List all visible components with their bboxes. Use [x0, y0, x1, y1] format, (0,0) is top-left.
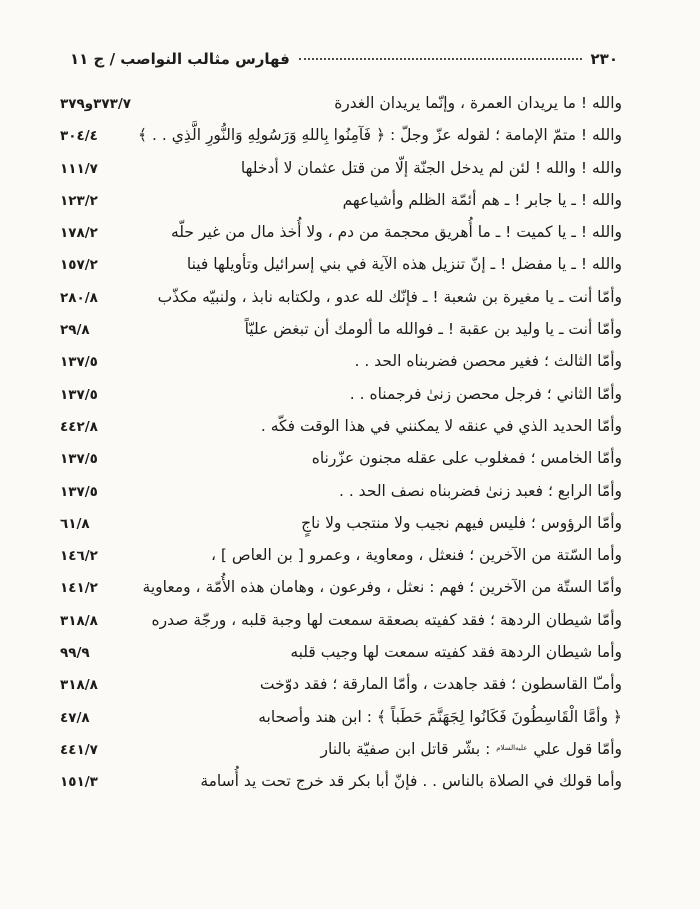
page-number: ٢٣٠: [590, 50, 618, 68]
index-entry-row: [60, 642, 622, 674]
entry-page-reference: ١٤٦/٢: [60, 548, 98, 565]
index-entry-list: [60, 93, 622, 804]
entry-page-reference: ٣٠٤/٤: [60, 128, 98, 145]
entry-text: وأمّا الستّة من الآخرين ؛ فهم : نعثل ، وفرعون ، وهامان هذه الأُمّة ، ومعاوية: [142, 578, 622, 597]
entry-text: وأمّا قول علي عليه‌السلام : بشّر قاتل ابن صفيّة بالنار: [320, 739, 622, 758]
entry-page-reference: ١٣٧/٥: [60, 483, 98, 500]
entry-page-reference: ٣١٨/٨: [60, 677, 98, 694]
entry-text: وأما شيطان الردهة فقد كفيته سمعت لها وجيب قلبه: [290, 643, 622, 662]
entry-page-reference: ١٥٧/٢: [60, 257, 98, 274]
entry-page-reference: ٤٤١/٧: [60, 741, 98, 758]
index-entry-row: [60, 545, 622, 577]
index-entry-row: [60, 513, 622, 545]
index-entry-row: [60, 577, 622, 609]
entry-text: وأمّا الرابع ؛ فعبد زنىٰ فضربناه نصف الحد . .: [338, 481, 622, 500]
entry-text: وأمّا شيطان الردهة ؛ فقد كفيته بصعقة سمعت لها وجبة قلبه ، ورجّة صدره: [151, 610, 622, 629]
entry-page-reference: ٦١/٨: [60, 515, 90, 532]
page-header: [70, 50, 618, 76]
entry-text: والله ! ـ يا كميت ! ـ ما أُهريق محجمة من دم ، ولا أُخذ مال من غير حلّه: [170, 223, 622, 242]
index-entry-row: [60, 125, 622, 157]
entry-text: وأمّا أنت ـ يا وليد بن عقبة ! ـ فوالله ما ألومك أن تبغض عليّاً: [244, 320, 622, 339]
index-entry-row: [60, 254, 622, 286]
entry-page-reference: ٣١٨/٨: [60, 612, 98, 629]
entry-page-reference: ١٣٧/٥: [60, 386, 98, 403]
entry-text: والله ! ـ يا مفضل ! ـ إنّ تنزيل هذه الآية في بني إسرائيل وتأويلها فينا: [186, 255, 622, 274]
index-entry-row: [60, 416, 622, 448]
entry-text: والله ! ما يريدان العمرة ، وإنّما يريدان الغدرة: [334, 94, 622, 112]
entry-text: وأما قولك في الصلاة بالناس . . فإنّ أبا بكر قد خرج تحت يد أُسامة: [200, 772, 622, 791]
entry-text: ﴿ وأمَّا الْقَاسِطُونَ فَكَانُوا لِجَهَنَّمَ حَطَباً ﴾ : ابن هند وأصحابه: [258, 707, 622, 726]
index-entry-row: [60, 351, 622, 383]
running-title: فهارس مثالب النواصب / ج ١١: [70, 50, 290, 68]
entry-page-reference: ١٢٣/٢: [60, 192, 98, 209]
entry-page-reference: ٤٧/٨: [60, 709, 90, 726]
entry-page-reference: ٢٩/٨: [60, 322, 90, 339]
entry-page-reference: ٢٨٠/٨: [60, 289, 98, 306]
index-entry-row: [60, 739, 622, 771]
entry-page-reference: ١٥١/٣: [60, 774, 98, 791]
entry-text: وأمّا الرؤوس ؛ فليس فيهم نجيب ولا منتجب ولا ناجٍ: [301, 513, 622, 532]
entry-text: وأمّا أنت ـ يا مغيرة بن شعبة ! ـ فإنّك لله عدو ، ولكتابه نابذ ، ولنبيّه مكذّب: [157, 287, 622, 306]
index-entry-row: [60, 190, 622, 222]
entry-page-reference: ١٣٧/٥: [60, 451, 98, 468]
index-entry-row: [60, 287, 622, 319]
entry-text: وأمّا الثاني ؛ فرجل محصن زنىٰ فرجمناه . .: [349, 384, 622, 403]
entry-page-reference: ١٧٨/٢: [60, 225, 98, 242]
index-entry-row: [60, 707, 622, 739]
entry-text: والله ! والله ! لئن لم يدخل الجنّة إلّا من قتل عثمان لا أدخلها: [240, 158, 622, 177]
index-entry-row: [60, 448, 622, 480]
entry-page-reference: ٣٧٣/٧و٣٧٩: [60, 96, 132, 112]
index-entry-row: [60, 674, 622, 706]
entry-page-reference: ٩٩/٩: [60, 645, 90, 662]
index-entry-row: [60, 222, 622, 254]
entry-text: وأمّا الثالث ؛ فغير محصن فضربناه الحد . .: [354, 352, 622, 371]
index-entry-row: [60, 610, 622, 642]
entry-page-reference: ١٣٧/٥: [60, 354, 98, 371]
entry-text: وأمـّا القاسطون ؛ فقد جاهدت ، وأمّا المارقة ؛ فقد دوّخت: [259, 675, 622, 694]
entry-text: وأمّا الحديد الذي في عنقه لا يمكنني في هذا الوقت فكّه .: [260, 416, 622, 435]
index-entry-row: [60, 384, 622, 416]
index-entry-row: [60, 319, 622, 351]
index-entry-row: [60, 771, 622, 803]
entry-text: والله ! ـ يا جابر ! ـ هم أئمّة الظلم وأشياعهم: [342, 190, 622, 209]
index-entry-row: [60, 93, 622, 125]
index-entry-row: [60, 158, 622, 190]
entry-text: وأمّا الخامس ؛ فمغلوب على عقله مجنون عزّرناه: [311, 449, 622, 468]
honorific-mark: عليه‌السلام: [496, 743, 528, 752]
entry-page-reference: ٤٤٢/٨: [60, 418, 98, 435]
entry-text: والله ! متمّ الإمامة ؛ لقوله عزّ وجلّ : ﴿ فَآمِنُوا بِاللهِ وَرَسُولِهِ وَالنُّورِ الَّذِي . . ﴾: [138, 126, 622, 145]
dotted-leader: [299, 58, 582, 60]
entry-page-reference: ١١١/٧: [60, 160, 98, 177]
index-entry-row: [60, 481, 622, 513]
entry-page-reference: ١٤١/٢: [60, 580, 98, 597]
entry-text: وأما السّتة من الآخرين ؛ فنعثل ، ومعاوية ، وعمرو [ بن العاص ] ،: [210, 546, 622, 565]
